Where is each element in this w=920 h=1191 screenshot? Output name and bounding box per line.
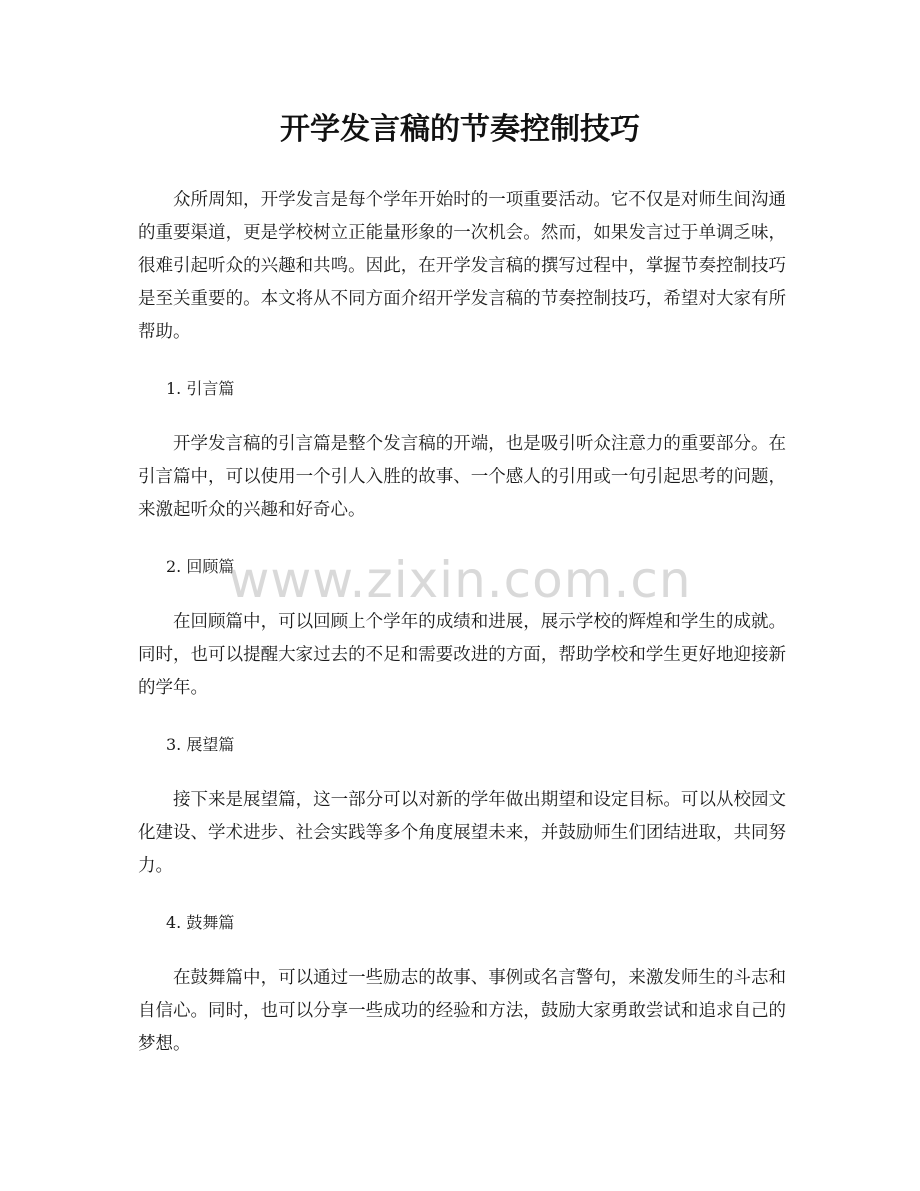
section-body-review: 在回顾篇中，可以回顾上个学年的成绩和进展，展示学校的辉煌和学生的成就。同时，也可以提醒大家过去的不足和需要改进的方面，帮助学校和学生更好地迎接新的学年。	[138, 612, 786, 698]
section-body-intro: 开学发言稿的引言篇是整个发言稿的开端，也是吸引听众注意力的重要部分。在引言篇中，可以使用一个引人入胜的故事、一个感人的引用或一句引起思考的问题，来激起听众的兴趣和好奇心。	[138, 434, 786, 520]
section-body-encourage: 在鼓舞篇中，可以通过一些励志的故事、事例或名言警句，来激发师生的斗志和自信心。同时，也可以分享一些成功的经验和方法，鼓励大家勇敢尝试和追求自己的梦想。	[138, 968, 786, 1054]
document-body	[138, 184, 786, 1084]
section-heading-review: 2. 回顾篇	[166, 557, 235, 576]
section-heading-outlook: 3. 展望篇	[166, 735, 235, 754]
intro-paragraph: 众所周知，开学发言是每个学年开始时的一项重要活动。它不仅是对师生间沟通的重要渠道，更是学校树立正能量形象的一次机会。然而，如果发言过于单调乏味，很难引起听众的兴趣和共鸣。因此，在开学发言稿的撰写过程中，掌握节奏控制技巧是至关重要的。本文将从不同方面介绍开学发言稿的节奏控制技巧，希望对大家有所帮助。	[138, 190, 786, 342]
section-heading-intro: 1. 引言篇	[166, 379, 235, 398]
section-body-outlook: 接下来是展望篇，这一部分可以对新的学年做出期望和设定目标。可以从校园文化建设、学术进步、社会实践等多个角度展望未来，并鼓励师生们团结进取，共同努力。	[138, 790, 786, 876]
watermark: www.zixin.com.cn	[228, 551, 692, 609]
section-heading-encourage: 4. 鼓舞篇	[166, 913, 235, 932]
page-title: 开学发言稿的节奏控制技巧	[280, 112, 640, 147]
